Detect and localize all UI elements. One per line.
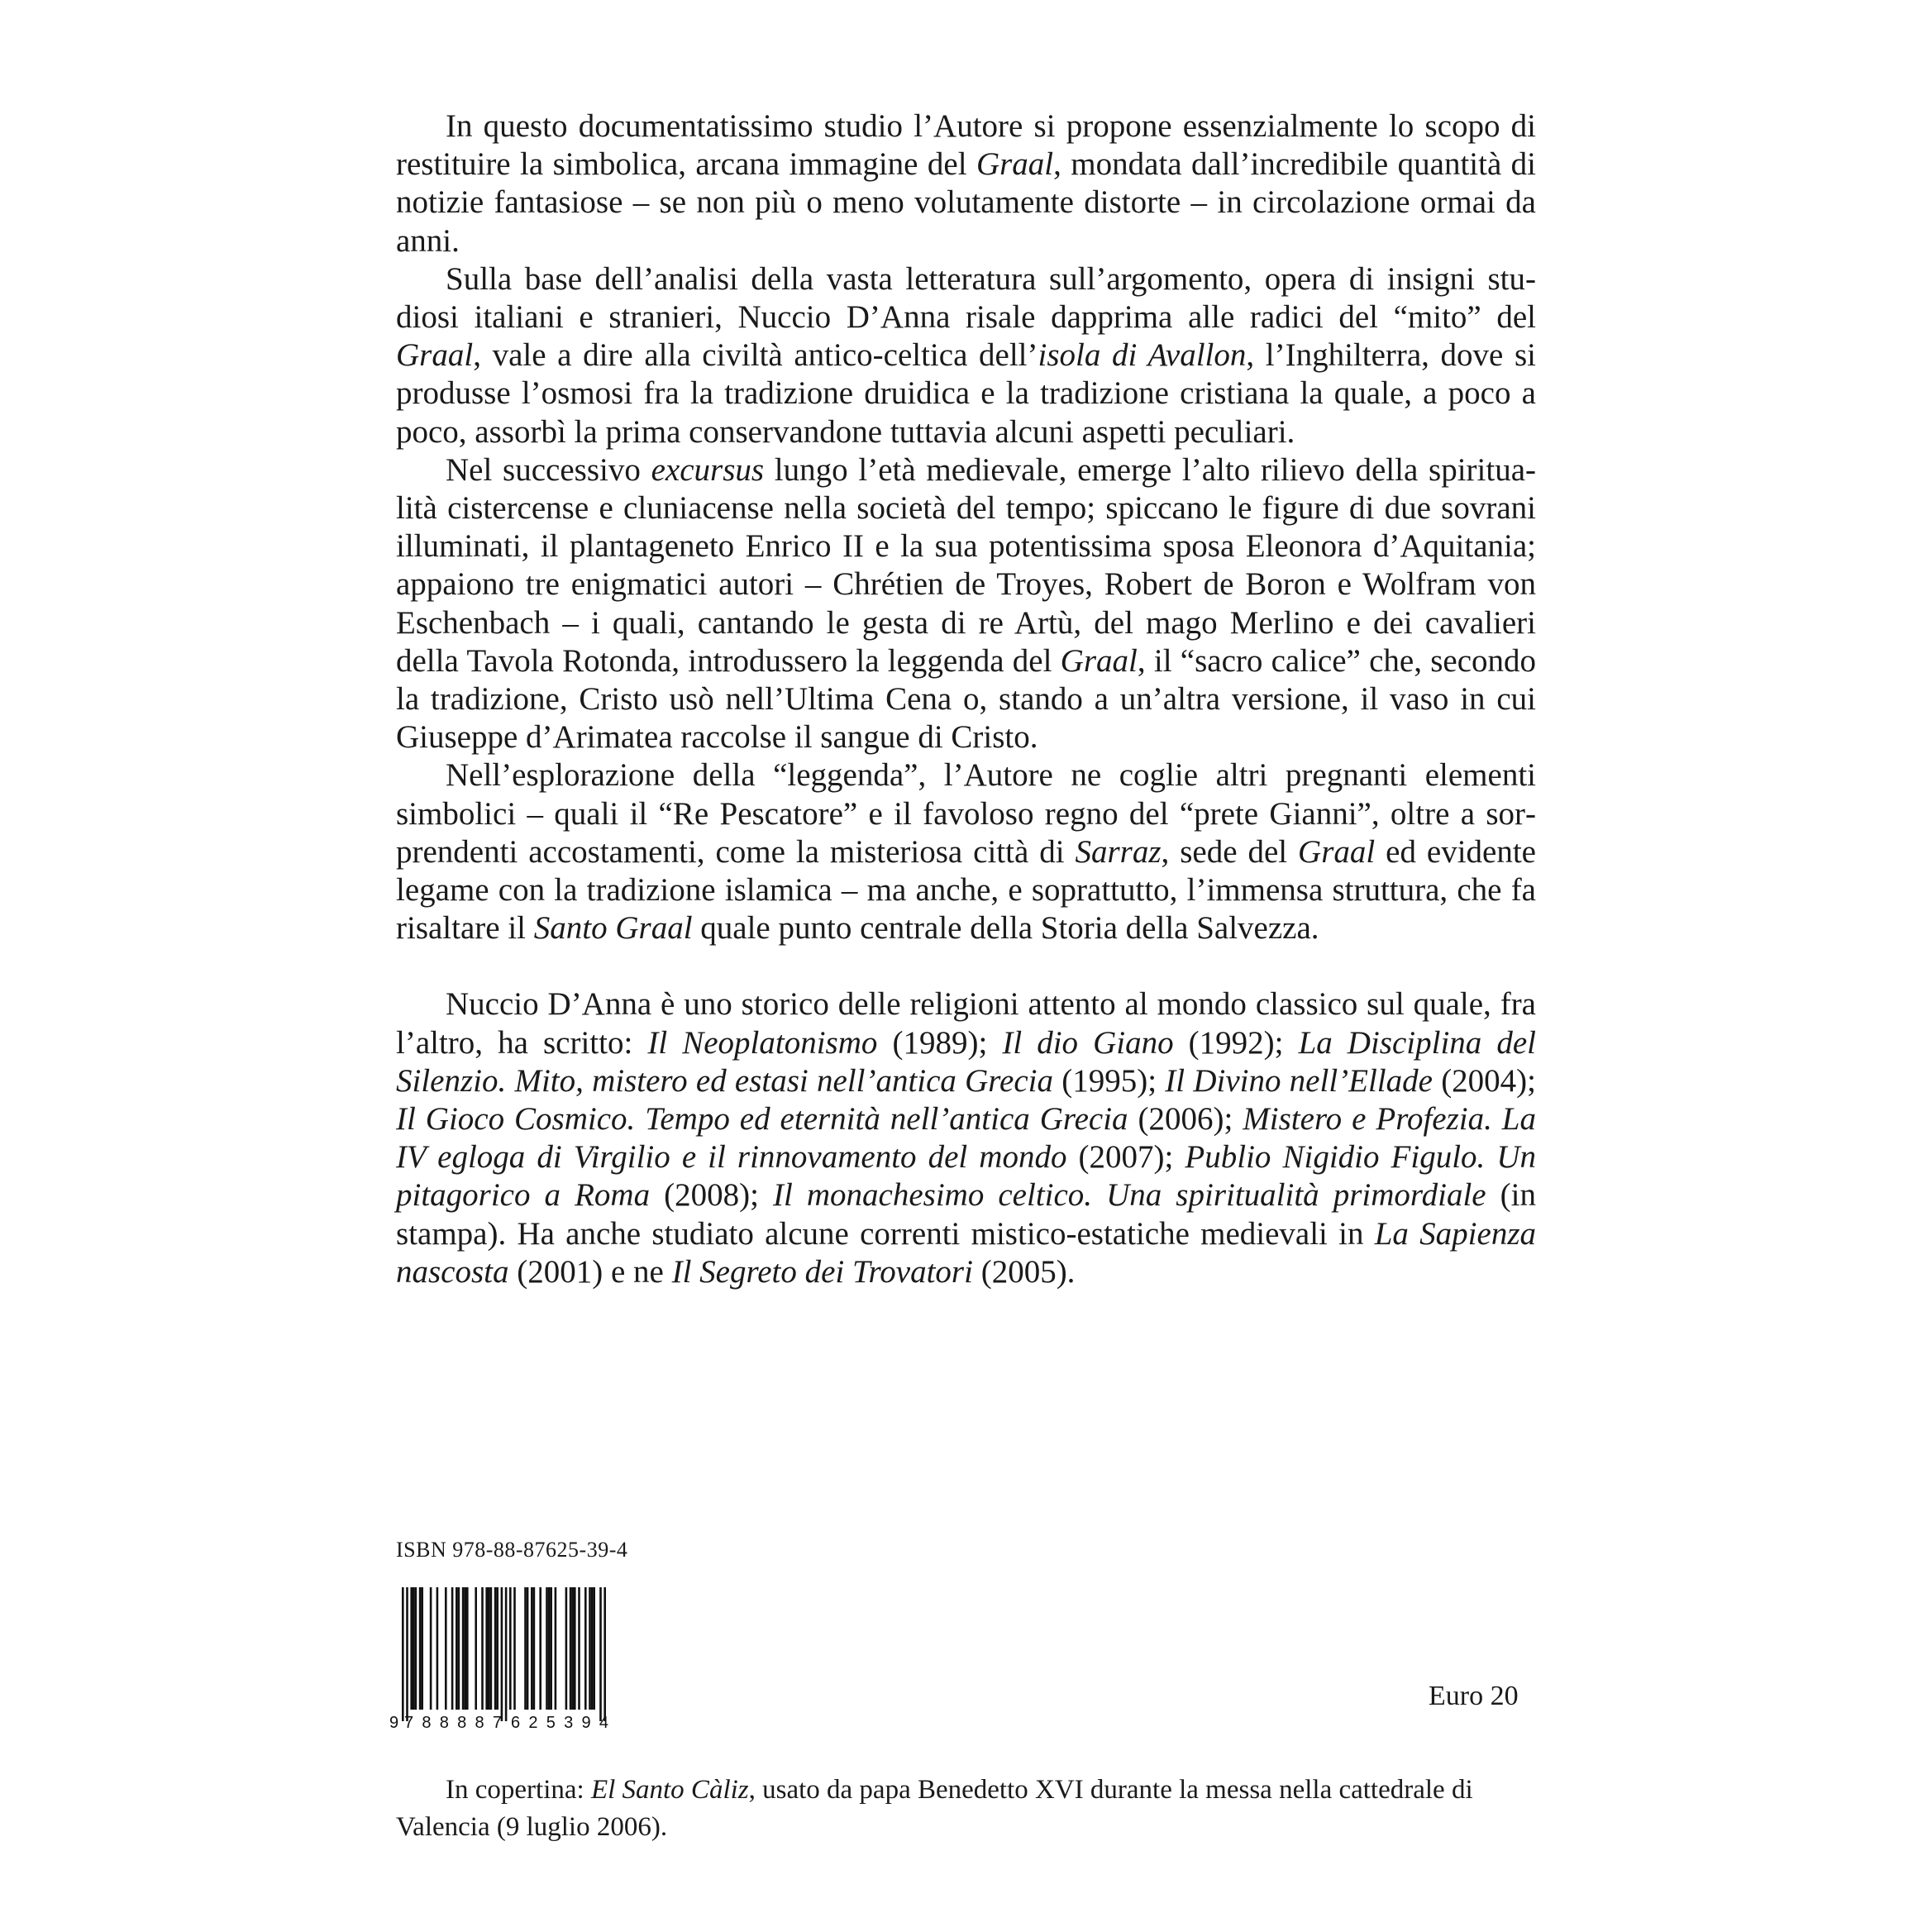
barcode-bar: [501, 1587, 503, 1721]
barcode-bar: [494, 1587, 497, 1710]
blurb-body: [396, 107, 1536, 1291]
barcode-bar: [570, 1587, 572, 1710]
paragraph-italic-run: Il Segreto dei Trovatori: [671, 1253, 973, 1290]
barcode-bar: [456, 1587, 458, 1710]
barcode-bar: [464, 1587, 466, 1710]
barcode-bar: [599, 1587, 602, 1721]
price-label: Euro 20: [1429, 1681, 1519, 1711]
paragraph-legend: [396, 756, 1536, 947]
paragraph-text-run: (2006);: [1128, 1101, 1243, 1138]
barcode-bar: [524, 1587, 527, 1710]
paragraph-text-run: (1995);: [1053, 1062, 1166, 1099]
paragraph-italic-run: Il Divino nell’Ellade: [1165, 1062, 1433, 1099]
paragraph-italic-run: La Disciplina del Silenzio. Mito, mistero ed estasi nell’antica Grecia: [396, 1024, 1537, 1099]
barcode-bar: [527, 1587, 529, 1710]
paragraph-text-run: ed evidente legame con la tradizione islamica – ma anche, e soprattutto, l’immensa struttura, che fa risaltare il: [396, 833, 1536, 947]
paragraph-text-run: , sede del: [1161, 833, 1299, 870]
barcode-bar: [548, 1587, 551, 1710]
barcode-bar: [485, 1587, 488, 1710]
paragraph-text-run: (2004);: [1432, 1062, 1537, 1099]
caption-italic-run: El Santo Càliz: [590, 1775, 749, 1805]
barcode-bar: [421, 1587, 423, 1710]
paragraph-italic-run: isola di Avallon: [1038, 337, 1247, 374]
paragraph-italic-run: Publio Nigidio Figulo. Un pitagorico a Roma: [396, 1139, 1537, 1214]
barcode-digits-right: 625394: [511, 1714, 608, 1732]
paragraph-text-run: Nel successivo: [446, 451, 651, 488]
barcode-bar: [406, 1587, 408, 1721]
barcode-bars: [402, 1587, 606, 1721]
barcode-bar: [571, 1587, 574, 1710]
barcode-bar: [410, 1587, 413, 1710]
barcode-bar: [430, 1587, 432, 1710]
paragraph-text-run: In questo documentatissimo studio l’Autore si propone essenzialmente lo scopo di restituire la simbolica, arcana immagine del: [396, 108, 1536, 183]
barcode-bar: [436, 1587, 439, 1710]
paragraph-italic-run: excursus: [651, 451, 765, 488]
barcode-bar: [415, 1587, 417, 1710]
caption-text: [396, 1772, 1536, 1846]
barcode-bar: [593, 1587, 595, 1710]
barcode-bar: [555, 1587, 557, 1710]
barcode-bar: [496, 1587, 499, 1710]
paragraph-text-run: (in stampa). Ha anche studiato alcune correnti mistico-estatiche medievali in: [396, 1177, 1536, 1252]
barcode-bar: [481, 1587, 484, 1710]
barcode-bar: [475, 1587, 477, 1710]
paragraph-italic-run: Graal: [1060, 642, 1138, 679]
barcode-bar: [539, 1587, 541, 1710]
paragraph-medieval: [396, 451, 1536, 757]
barcode-bar: [589, 1587, 591, 1710]
paragraph-text-run: quale punto centrale della Storia della Salvezza.: [692, 910, 1319, 947]
barcode-bar: [574, 1587, 576, 1710]
paragraph-text-run: Sulla base dell’analisi della vasta letteratura sull’argomento, opera di insigni studiosi italiani e stranieri, Nuccio D’Anna risale dapprima alle radici del “mito” del: [396, 260, 1536, 336]
paragraph-italic-run: Graal: [396, 337, 474, 374]
paragraph-italic-run: Il dio Giano: [1002, 1024, 1174, 1061]
barcode-bar: [451, 1587, 454, 1710]
barcode-bar: [419, 1587, 422, 1710]
barcode-bar: [402, 1587, 404, 1721]
paragraph-text-run: , vale a dire alla civiltà antico-celtica dell’: [473, 337, 1038, 374]
barcode-bar: [546, 1587, 548, 1710]
paragraph-intro: [396, 107, 1536, 260]
barcode-bar: [505, 1587, 508, 1721]
paragraph-text-run: Nell’esplorazione della “leggenda”, l’Autore ne coglie altri pregnanti elementi simbolici – quali il “Re Pescatore” e il favoloso regno del “prete Gianni”, oltre a sorprendenti accostamenti, come la misteriosa città di: [396, 757, 1536, 870]
barcode-bar: [490, 1587, 493, 1710]
barcode-bar: [578, 1587, 580, 1710]
paragraph-italic-run: Il monachesimo celtico. Una spiritualità primordiale: [772, 1177, 1486, 1214]
paragraph-italic-run: Mistero e Profezia. La IV egloga di Virgilio e il rinnovamento del mondo: [396, 1101, 1536, 1176]
barcode-digits-left: 788887: [404, 1714, 502, 1732]
barcode-bar: [603, 1587, 606, 1721]
paragraph-text-run: , l’Inghilterra, dove si produsse l’osmosi fra la tradizione druidica e la tradizione cristiana la quale, a poco a poco, assorbì la prima conservandone tuttavia alcuni aspetti peculiari.: [396, 337, 1536, 450]
paragraph-text-run: (1992);: [1173, 1024, 1299, 1061]
paragraph-text-run: (2007);: [1066, 1139, 1185, 1176]
paragraph-italic-run: Il Gioco Cosmico. Tempo ed eternità nell’antica Grecia: [396, 1101, 1128, 1138]
paragraph-italic-run: Graal: [1298, 833, 1376, 870]
paragraph-italic-run: Graal: [976, 146, 1054, 183]
paragraph-italic-run: Sarraz: [1075, 833, 1162, 870]
caption-text-run: In copertina:: [446, 1775, 591, 1805]
barcode-bar: [565, 1587, 568, 1710]
barcode-bar: [513, 1587, 516, 1710]
barcode-bar: [550, 1587, 552, 1710]
paragraph-text-run: lungo l’età medievale, emerge l’alto rilievo della spiritualità cistercense e cluniacense nella società del tempo; spiccano le figure di due sovrani illuminati, il plantageneto Enrico II e la sua potentissima sposa Eleonora d’Aquitania; appaiono tre enigmatici autori – Chrétien de Troyes, Robert de Boron e Wolfram von Eschenbach – i quali, cantando le gesta di re Artù, del mago Merlino e dei cavalieri della Tavola Rotonda, introdussero la leggenda del: [396, 451, 1537, 679]
paragraph-text-run: Nuccio D’Anna è uno storico delle religioni attento al mondo classico sul quale, fra l’altro, ha scritto:: [396, 986, 1536, 1061]
barcode-bar: [488, 1587, 490, 1710]
paragraph-text-run: (2008);: [650, 1177, 773, 1214]
paragraph-roots: [396, 260, 1536, 451]
barcode-bar: [466, 1587, 469, 1710]
paragraph-text-run: (2005).: [972, 1253, 1076, 1290]
barcode-bar: [531, 1587, 533, 1710]
isbn-barcode: [389, 1586, 628, 1733]
barcode-bar: [533, 1587, 536, 1710]
paragraph-text-run: (2001) e ne: [508, 1253, 672, 1290]
caption-text-run: , usato da papa Benedetto XVI durante la messa nella cattedrale di Valencia (9 luglio 2006).: [396, 1775, 1473, 1842]
paragraph-text-run: , il “sacro calice” che, secondo la tradizione, Cristo usò nell’Ultima Cena o, stando a un’altra versione, il vaso in cui Giuseppe d’Arimatea raccolse il sangue di Cristo.: [396, 642, 1537, 756]
paragraph-text-run: , mondata dall’incredibile quantità di notizie fantasiose – se non più o meno volutamente distorte – in circolazione ormai da anni.: [396, 146, 1537, 259]
paragraph-text-run: (1989);: [877, 1024, 1003, 1061]
barcode-bar: [584, 1587, 587, 1710]
barcode-bar: [445, 1587, 447, 1710]
barcode-digit-lead: 9: [389, 1714, 399, 1732]
barcode-bar: [458, 1587, 460, 1710]
barcode-bar: [591, 1587, 594, 1710]
barcode-bar: [462, 1587, 465, 1710]
paragraph-italic-run: La Sapienza nascosta: [396, 1215, 1536, 1290]
paragraph-italic-run: Santo Graal: [533, 910, 693, 947]
barcode-bar: [413, 1587, 415, 1710]
paragraph-italic-run: Il Neoplatonismo: [647, 1024, 878, 1061]
paragraph-author-bio: [396, 985, 1536, 1291]
cover-caption: [396, 1772, 1536, 1846]
barcode-bar: [509, 1587, 512, 1710]
isbn-label: ISBN 978-88-87625-39-4: [396, 1538, 628, 1562]
